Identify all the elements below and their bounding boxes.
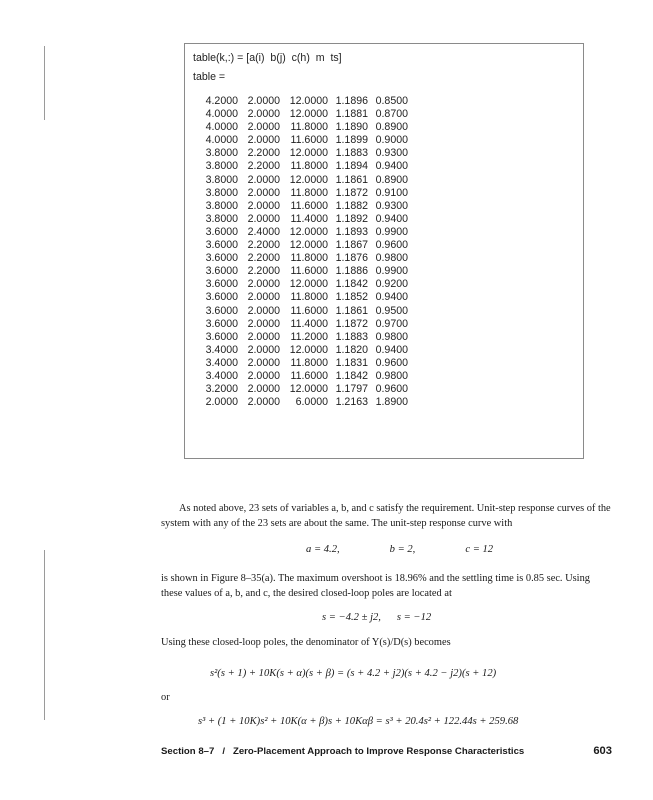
table-cell: 1.1872 bbox=[335, 186, 368, 199]
table-row bbox=[204, 396, 408, 409]
table-cell: 3.8000 bbox=[205, 147, 238, 160]
equation-denominator: s²(s + 1) + 10K(s + α)(s + β) = (s + 4.2 + j2)(s + 4.2 − j2)(s + 12) bbox=[210, 668, 497, 679]
paragraph-denominator: Using these closed-loop poles, the denominator of Y(s)/D(s) becomes bbox=[161, 637, 451, 648]
table-cell: 11.4000 bbox=[290, 317, 328, 330]
table-cell: 1.8900 bbox=[375, 396, 408, 409]
table-cell: 11.8000 bbox=[290, 121, 328, 134]
table-cell: 6.0000 bbox=[295, 396, 328, 409]
table-row bbox=[204, 226, 408, 239]
table-row bbox=[204, 108, 408, 121]
table-cell: 2.0000 bbox=[247, 108, 280, 121]
table-cell: 0.9900 bbox=[375, 265, 408, 278]
table-row bbox=[204, 291, 408, 304]
table-cell: 1.1861 bbox=[335, 304, 368, 317]
table-row bbox=[204, 134, 408, 147]
table-cell: 0.8900 bbox=[375, 121, 408, 134]
table-cell: 0.9300 bbox=[375, 199, 408, 212]
table-cell: 1.1797 bbox=[335, 383, 368, 396]
table-cell: 2.2000 bbox=[247, 265, 280, 278]
table-cell: 3.6000 bbox=[205, 304, 238, 317]
table-row bbox=[204, 174, 408, 187]
table-cell: 12.0000 bbox=[289, 343, 328, 356]
table-cell: 12.0000 bbox=[289, 95, 328, 107]
table-row bbox=[204, 160, 408, 173]
paragraph-response: is shown in Figure 8–35(a). The maximum overshoot is 18.96% and the settling time is 0.85 sec. Using these values of a, b, and c, the desired closed-loop poles are located at bbox=[161, 573, 590, 599]
table-row bbox=[204, 95, 408, 108]
table-cell: 2.0000 bbox=[247, 121, 280, 134]
table-cell: 11.6000 bbox=[290, 265, 328, 278]
table-cell: 2.0000 bbox=[247, 173, 280, 186]
table-cell: 1.1881 bbox=[335, 108, 368, 121]
table-cell: 1.1896 bbox=[335, 95, 368, 107]
table-cell: 1.2163 bbox=[335, 396, 368, 409]
table-cell: 0.9600 bbox=[375, 383, 408, 396]
matlab-output-box bbox=[184, 43, 584, 459]
table-cell: 2.2000 bbox=[247, 160, 280, 173]
table-cell: 0.9400 bbox=[375, 160, 408, 173]
table-cell: 2.0000 bbox=[247, 95, 280, 107]
table-cell: 11.6000 bbox=[290, 369, 328, 382]
table-cell: 0.9800 bbox=[375, 252, 408, 265]
table-cell: 1.1842 bbox=[335, 278, 368, 291]
table-cell: 2.0000 bbox=[247, 369, 280, 382]
table-cell: 1.1883 bbox=[335, 330, 368, 343]
table-cell: 1.1831 bbox=[335, 356, 368, 369]
table-cell: 0.8500 bbox=[375, 95, 408, 107]
table-cell: 4.0000 bbox=[205, 108, 238, 121]
table-row bbox=[204, 305, 408, 318]
table-cell: 0.9600 bbox=[375, 356, 408, 369]
table-cell: 11.4000 bbox=[290, 212, 328, 225]
table-cell: 3.6000 bbox=[205, 225, 238, 238]
table-cell: 2.0000 bbox=[247, 134, 280, 147]
table-row bbox=[204, 213, 408, 226]
table-cell: 3.4000 bbox=[205, 356, 238, 369]
table-cell: 4.0000 bbox=[205, 121, 238, 134]
paragraph-sets: As noted above, 23 sets of variables a, b, and c satisfy the requirement. Unit-step response curves of the system with any of the 23 sets are about the same. The unit-step response curve with bbox=[161, 503, 611, 529]
table-cell: 0.9800 bbox=[375, 369, 408, 382]
table-cell: 2.0000 bbox=[247, 396, 280, 409]
eq-c: c = 12 bbox=[465, 544, 494, 555]
table-cell: 3.6000 bbox=[205, 239, 238, 252]
table-row bbox=[204, 357, 408, 370]
table-cell: 1.1899 bbox=[335, 134, 368, 147]
table-cell: 0.9600 bbox=[375, 239, 408, 252]
table-cell: 3.4000 bbox=[205, 343, 238, 356]
table-cell: 2.0000 bbox=[247, 330, 280, 343]
table-cell: 0.9900 bbox=[375, 225, 408, 238]
table-cell: 1.1876 bbox=[335, 252, 368, 265]
table-cell: 1.1892 bbox=[335, 212, 368, 225]
table-cell: 12.0000 bbox=[289, 147, 328, 160]
table-row bbox=[204, 383, 408, 396]
table-cell: 4.2000 bbox=[205, 95, 238, 107]
table-cell: 3.6000 bbox=[205, 291, 238, 304]
table-cell: 0.9700 bbox=[375, 317, 408, 330]
table-cell: 0.9400 bbox=[375, 212, 408, 225]
table-cell: 11.8000 bbox=[290, 252, 328, 265]
table-cell: 3.2000 bbox=[205, 383, 238, 396]
or-text: or bbox=[161, 692, 170, 703]
margin-rule-bottom bbox=[44, 550, 45, 720]
table-cell: 3.8000 bbox=[205, 199, 238, 212]
table-cell: 11.6000 bbox=[290, 304, 328, 317]
table-cell: 12.0000 bbox=[289, 225, 328, 238]
table-cell: 0.8700 bbox=[375, 108, 408, 121]
table-cell: 11.8000 bbox=[290, 186, 328, 199]
eq-b: b = 2, bbox=[389, 544, 416, 555]
table-row bbox=[204, 265, 408, 278]
table-cell: 12.0000 bbox=[289, 173, 328, 186]
table-row bbox=[204, 331, 408, 344]
table-cell: 11.8000 bbox=[290, 291, 328, 304]
table-cell: 0.8900 bbox=[375, 173, 408, 186]
table-cell: 4.0000 bbox=[205, 134, 238, 147]
table-cell: 1.1890 bbox=[335, 121, 368, 134]
table-cell: 3.6000 bbox=[205, 278, 238, 291]
table-cell: 2.0000 bbox=[247, 343, 280, 356]
table-cell: 11.6000 bbox=[290, 134, 328, 147]
table-cell: 3.6000 bbox=[205, 330, 238, 343]
table-cell: 1.1894 bbox=[335, 160, 368, 173]
matlab-command: table(k,:) = [a(i) b(j) c(h) m ts] bbox=[193, 52, 342, 64]
eq-a: a = 4.2, bbox=[306, 544, 340, 555]
table-cell: 2.0000 bbox=[247, 212, 280, 225]
table-row bbox=[204, 121, 408, 134]
table-label: table = bbox=[193, 71, 226, 83]
equation-expanded: s³ + (1 + 10K)s² + 10K(α + β)s + 10Kαβ = s³ + 20.4s² + 122.44s + 259.68 bbox=[198, 716, 519, 727]
table-row bbox=[204, 318, 408, 331]
table-cell: 2.0000 bbox=[247, 291, 280, 304]
table-cell: 2.0000 bbox=[247, 304, 280, 317]
table-cell: 0.9100 bbox=[375, 186, 408, 199]
table-cell: 3.8000 bbox=[205, 212, 238, 225]
section-title: Section 8–7 / Zero-Placement Approach to Improve Response Characteristics bbox=[161, 746, 525, 757]
table-cell: 0.9800 bbox=[375, 330, 408, 343]
table-cell: 3.6000 bbox=[205, 252, 238, 265]
table-cell: 3.4000 bbox=[205, 369, 238, 382]
table-cell: 2.4000 bbox=[247, 225, 280, 238]
table-cell: 2.0000 bbox=[247, 383, 280, 396]
table-row bbox=[204, 147, 408, 160]
margin-rule-top bbox=[44, 46, 45, 120]
table-cell: 3.6000 bbox=[205, 317, 238, 330]
table-cell: 12.0000 bbox=[289, 278, 328, 291]
table-cell: 1.1820 bbox=[335, 343, 368, 356]
table-cell: 0.9500 bbox=[375, 304, 408, 317]
table-cell: 0.9300 bbox=[375, 147, 408, 160]
table-cell: 2.0000 bbox=[247, 278, 280, 291]
table-cell: 0.9400 bbox=[375, 343, 408, 356]
table-cell: 12.0000 bbox=[289, 108, 328, 121]
table-cell: 1.1872 bbox=[335, 317, 368, 330]
table-cell: 1.1882 bbox=[335, 199, 368, 212]
table-cell: 3.8000 bbox=[205, 173, 238, 186]
table-row bbox=[204, 278, 408, 291]
equation-poles: s = −4.2 ± j2, s = −12 bbox=[322, 612, 432, 623]
table-cell: 0.9000 bbox=[375, 134, 408, 147]
table-cell: 3.8000 bbox=[205, 160, 238, 173]
table-cell: 2.0000 bbox=[205, 396, 238, 409]
table-row bbox=[204, 252, 408, 265]
table-cell: 2.0000 bbox=[247, 356, 280, 369]
table-cell: 12.0000 bbox=[289, 239, 328, 252]
page-number: 603 bbox=[593, 745, 612, 757]
table-cell: 0.9200 bbox=[375, 278, 408, 291]
table-cell: 1.1886 bbox=[335, 265, 368, 278]
table-cell: 2.0000 bbox=[247, 317, 280, 330]
table-cell: 2.2000 bbox=[247, 239, 280, 252]
table-cell: 1.1867 bbox=[335, 239, 368, 252]
table-row bbox=[204, 344, 408, 357]
table-row bbox=[204, 239, 408, 252]
table-cell: 1.1842 bbox=[335, 369, 368, 382]
table-cell: 1.1883 bbox=[335, 147, 368, 160]
equation-values bbox=[306, 544, 493, 555]
table-cell: 2.0000 bbox=[247, 186, 280, 199]
table-cell: 3.6000 bbox=[205, 265, 238, 278]
table-cell: 2.2000 bbox=[247, 252, 280, 265]
table-cell: 11.8000 bbox=[290, 356, 328, 369]
table-row bbox=[204, 187, 408, 200]
table-cell: 11.8000 bbox=[290, 160, 328, 173]
table-cell: 11.6000 bbox=[290, 199, 328, 212]
table-cell: 1.1852 bbox=[335, 291, 368, 304]
table-cell: 12.0000 bbox=[289, 383, 328, 396]
table-cell: 3.8000 bbox=[205, 186, 238, 199]
table-cell: 2.2000 bbox=[247, 147, 280, 160]
result-table bbox=[204, 95, 408, 409]
table-cell: 2.0000 bbox=[247, 199, 280, 212]
table-row bbox=[204, 200, 408, 213]
table-cell: 1.1893 bbox=[335, 225, 368, 238]
table-cell: 11.2000 bbox=[290, 330, 328, 343]
table-row bbox=[204, 370, 408, 383]
table-cell: 1.1861 bbox=[335, 173, 368, 186]
table-cell: 0.9400 bbox=[375, 291, 408, 304]
